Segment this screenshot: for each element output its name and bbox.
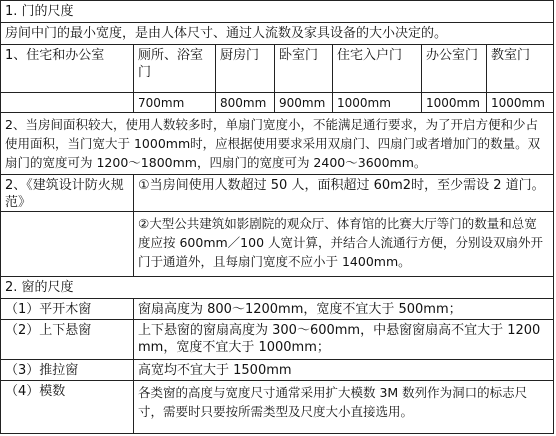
- intro-row: [1, 23, 553, 45]
- window-label-modulus: （4）模数: [1, 381, 134, 433]
- door-width-category: [1, 93, 134, 112]
- section2-heading: 2. 窗的尺度: [5, 280, 74, 295]
- door-type-header-row: [1, 45, 553, 93]
- window-label-hung: （2）上下悬窗: [1, 320, 134, 359]
- door-width-bathroom: 700mm: [134, 93, 216, 112]
- window-row-modulus: [1, 381, 553, 433]
- fire-code-label-spacer: [1, 212, 134, 276]
- window-row-casement: [1, 299, 553, 320]
- door-header-office: 办公室门: [422, 45, 487, 92]
- double-door-paragraph-row: [1, 113, 553, 175]
- fire-code-label: 2、《建筑设计防火规范》: [1, 175, 134, 211]
- door-width-office: 1000mm: [422, 93, 487, 112]
- fire-code-item-1: ①当房间使用人数超过 50 人，面积超过 60m2时，至少需设 2 道门。: [138, 178, 545, 193]
- section2-heading-row: [1, 277, 553, 299]
- window-row-hung: [1, 320, 553, 360]
- door-header-bathroom: 厕所、浴室门: [134, 45, 216, 92]
- window-label-sliding: （3）推拉窗: [1, 360, 134, 380]
- door-header-bedroom: 卧室门: [275, 45, 333, 92]
- window-text-hung: 上下悬窗的窗扇高度为 300～600mm，中悬窗窗扇高不宜大于 1200mm，宽度不宜大于 1000mm；: [138, 323, 541, 355]
- door-header-kitchen: 厨房门: [216, 45, 275, 92]
- section1-heading: 1. 门的尺度: [5, 4, 74, 19]
- door-width-kitchen: 800mm: [216, 93, 275, 112]
- door-width-row: [1, 93, 553, 113]
- window-label-casement: （1）平开木窗: [1, 299, 134, 319]
- intro-text: 房间中门的最小宽度，是由人体尺寸、通过人流数及家具设备的大小决定的。: [5, 26, 448, 41]
- section1-heading-row: [1, 1, 553, 23]
- fire-code-row-2: [1, 212, 553, 277]
- fire-code-item-2: ②大型公共建筑如影剧院的观众厅、体育馆的比赛大厅等门的数量和总宽度应按 600mm／100 人宽计算，并结合人流通行方便，分别设双扇外开门于通道外，且每扇门宽度不应小于 1400mm。: [138, 216, 544, 269]
- door-header-classroom: 教室门: [491, 48, 531, 63]
- fire-code-row-1: [1, 175, 553, 212]
- window-text-sliding: 高宽均不宜大于 1500mm: [138, 363, 292, 378]
- window-text-modulus: 各类窗的高度与宽度尺寸通常采用扩大模数 3M 数列作为洞口的标志尺寸，需要时只要按所需类型及尺度大小直接选用。: [138, 385, 528, 419]
- door-width-classroom: 1000mm: [491, 96, 545, 110]
- door-width-entrance: 1000mm: [333, 93, 422, 112]
- window-row-sliding: [1, 360, 553, 381]
- door-header-category: 1、住宅和办公室: [1, 45, 134, 92]
- door-width-bedroom: 900mm: [275, 93, 333, 112]
- door-header-entrance: 住宅入户门: [333, 45, 422, 92]
- double-door-paragraph: 2、当房间面积较大，使用人数较多时，单扇门宽度小，不能满足通行要求，为了开启方便和少占使用面积，当门宽大于 1000mm时，应根据使用要求采用双扇门、四扇门或者增加门的数量。双扇门的宽度可为 1200～1800mm，四扇门的宽度可为 2400～3600mm。: [5, 117, 541, 170]
- window-text-casement: 窗扇高度为 800～1200mm，宽度不宜大于 500mm；: [138, 302, 462, 317]
